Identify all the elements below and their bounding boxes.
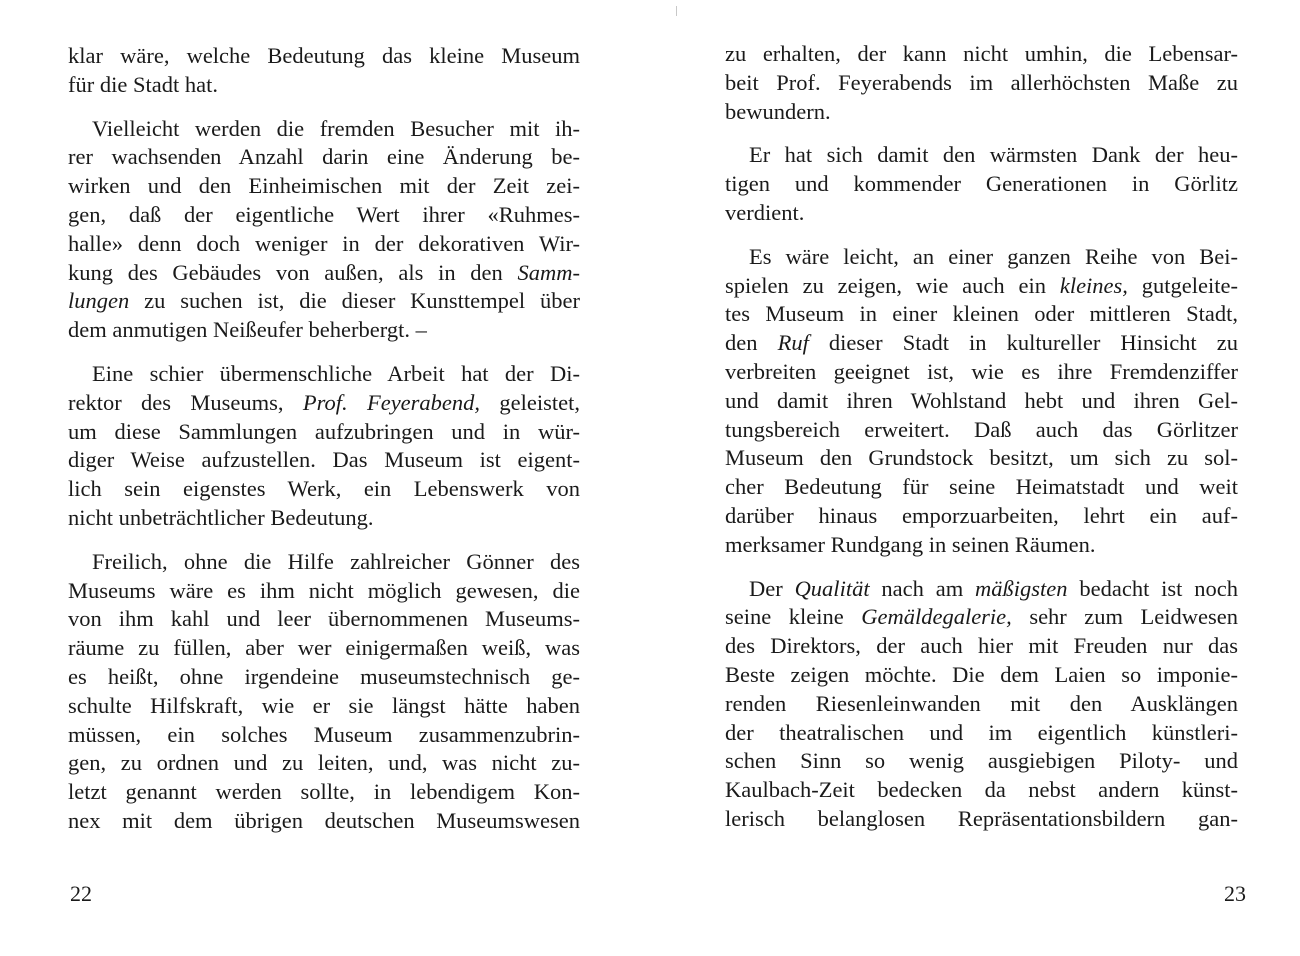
text-line: diger Weise aufzustellen. Das Museum ist eigent- — [68, 447, 580, 473]
text-line: Kaulbach-Zeit bedecken da nebst andern künst- — [725, 777, 1238, 803]
text-line: letzt genannt werden sollte, in lebendigem Kon- — [68, 779, 580, 805]
emphasis: kleines, — [1059, 272, 1128, 298]
text-line: dem anmutigen Neißeufer beherbergt. – — [68, 317, 427, 343]
right-page — [650, 0, 1300, 956]
text-line: nex mit dem übrigen deutschen Museumswesen — [68, 807, 580, 833]
text-line: tes Museum in einer kleinen oder mittleren Stadt, — [725, 301, 1238, 327]
left-page-text — [68, 42, 580, 851]
text-line: müssen, ein solches Museum zusammenzubrin- — [68, 721, 580, 747]
text-line: für die Stadt hat. — [68, 71, 218, 97]
text-line: gen, daß der eigentliche Wert ihrer «Ruhmes- — [68, 201, 580, 227]
text-line: um diese Sammlungen aufzubringen und in wür- — [68, 418, 580, 444]
text-line: bewundern. — [725, 98, 831, 124]
paragraph — [68, 548, 580, 836]
text-line: Museum den Grundstock besitzt, um sich zu sol- — [725, 445, 1238, 471]
text-line: schulte Hilfskraft, wie er sie längst hätte haben — [68, 692, 580, 718]
text-line: lerisch belanglosen Repräsentationsbildern gan- — [725, 805, 1238, 831]
text-line: Er hat sich damit den wärmsten Dank der heu- — [749, 142, 1238, 168]
text-line: den Ruf dieser Stadt in kultureller Hinsicht zu — [725, 330, 1238, 356]
text-line: von ihm kahl und leer übernommenen Museums- — [68, 606, 580, 632]
left-page-number: 22 — [70, 881, 92, 906]
text-line: und damit ihren Wohlstand hebt und ihren Gel- — [725, 387, 1238, 413]
paragraph — [68, 360, 580, 533]
emphasis: lungen — [68, 288, 130, 314]
text-line: merksamer Rundgang in seinen Räumen. — [725, 531, 1096, 557]
text-line: zu erhalten, der kann nicht umhin, die Lebensar- — [725, 41, 1238, 66]
emphasis: Samm- — [517, 259, 580, 285]
text-line: gen, zu ordnen und zu leiten, und, was nicht zu- — [68, 750, 580, 776]
text-line: verbreiten geeignet ist, wie es ihre Fremdenziffer — [725, 358, 1238, 384]
text-line: räume zu füllen, aber wer einigermaßen weiß, was — [68, 635, 580, 661]
emphasis: Qualität — [794, 575, 870, 601]
right-page-text — [725, 40, 1238, 849]
text-line: klar wäre, welche Bedeutung das kleine Museum — [68, 43, 580, 68]
paragraph — [725, 575, 1238, 834]
paragraph — [68, 115, 580, 345]
text-line: Freilich, ohne die Hilfe zahlreicher Gönner des — [92, 548, 580, 574]
text-line: lich sein eigenstes Werk, ein Lebenswerk von — [68, 476, 580, 502]
text-line: Eine schier übermenschliche Arbeit hat der Di- — [92, 360, 580, 386]
text-line: Vielleicht werden die fremden Besucher mit ih- — [92, 115, 580, 141]
text-line: nicht unbeträchtlicher Bedeutung. — [68, 504, 374, 530]
text-line: es heißt, ohne irgendeine museumstechnisch ge- — [68, 663, 580, 689]
right-page-number: 23 — [1224, 881, 1246, 906]
emphasis: Ruf — [777, 330, 809, 356]
text-line: tigen und kommender Generationen in Görlitz — [725, 171, 1238, 197]
text-line: kung des Gebäudes von außen, als in den Samm- — [68, 259, 580, 285]
text-line: der theatralischen und im eigentlich künstleri- — [725, 719, 1238, 745]
text-line: verdient. — [725, 199, 805, 225]
text-line: lungen zu suchen ist, die dieser Kunsttempel über — [68, 288, 580, 314]
text-line: Es wäre leicht, an einer ganzen Reihe von Bei- — [749, 243, 1238, 269]
text-line: Der Qualität nach am mäßigsten bedacht ist noch — [749, 575, 1238, 601]
text-line: rer wachsenden Anzahl darin eine Änderung be- — [68, 144, 580, 170]
paragraph — [725, 141, 1238, 227]
text-line: beit Prof. Feyerabends im allerhöchsten Maße zu — [725, 69, 1238, 95]
text-line: tungsbereich erweitert. Daß auch das Görlitzer — [725, 416, 1238, 442]
text-line: des Direktors, der auch hier mit Freuden nur das — [725, 633, 1238, 659]
paragraph — [725, 40, 1238, 126]
text-line: seine kleine Gemäldegalerie, sehr zum Leidwesen — [725, 604, 1238, 630]
text-line: Museums wäre es ihm nicht möglich gewesen, die — [68, 577, 580, 603]
text-line: cher Bedeutung für seine Heimatstadt und weit — [725, 474, 1238, 500]
emphasis: Gemäldegalerie, — [861, 604, 1012, 630]
paragraph — [725, 243, 1238, 560]
text-line: halle» denn doch weniger in der dekorativen Wir- — [68, 230, 580, 256]
paragraph — [68, 42, 580, 100]
text-line: rektor des Museums, Prof. Feyerabend, geleistet, — [68, 389, 580, 415]
text-line: wirken und den Einheimischen mit der Zeit zei- — [68, 173, 580, 199]
text-line: darüber hinaus emporzuarbeiten, lehrt ein auf- — [725, 502, 1238, 528]
text-line: renden Riesenleinwanden mit den Ausklängen — [725, 690, 1238, 716]
text-line: schen Sinn so wenig ausgiebigen Piloty- und — [725, 748, 1238, 774]
text-line: spielen zu zeigen, wie auch ein kleines, gutgeleite- — [725, 272, 1238, 298]
emphasis: Prof. Feyerabend, — [302, 389, 481, 415]
text-line: Beste zeigen möchte. Die dem Laien so imponie- — [725, 661, 1238, 687]
emphasis: mäßigsten — [975, 575, 1068, 601]
